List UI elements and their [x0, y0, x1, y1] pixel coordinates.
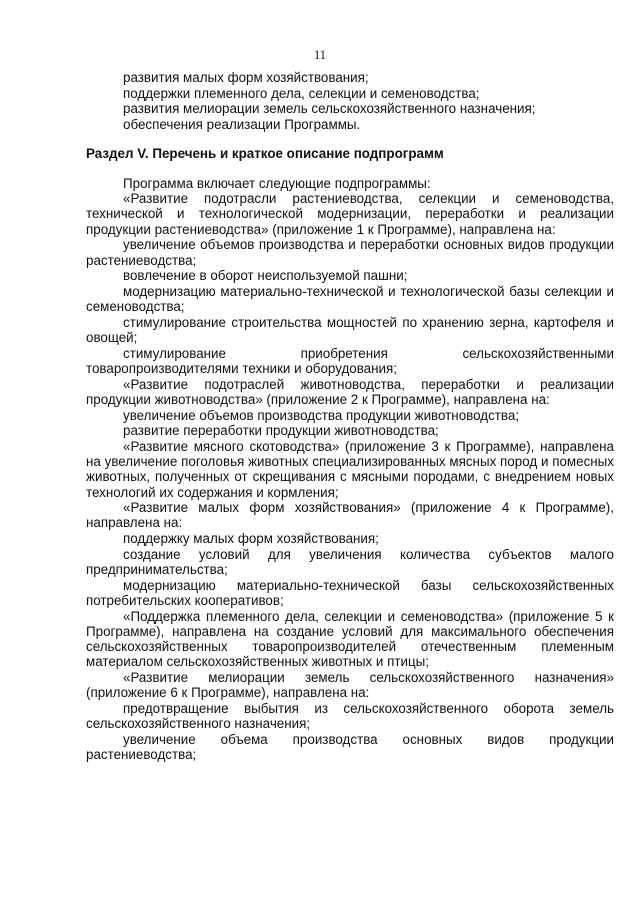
paragraph: развития малых форм хозяйствования; — [123, 70, 369, 85]
paragraph: «Развитие мелиорации земель сельскохозяйственного назначения» (приложение 6 к Программе), направлена на: — [86, 670, 614, 701]
paragraph: создание условий для увеличения количества субъектов малого предпринимательства; — [86, 546, 614, 578]
paragraph: Программа включает следующие подпрограммы: — [123, 175, 431, 191]
paragraph: «Развитие малых форм хозяйствования» (приложение 4 к Программе), направлена на: — [86, 500, 614, 531]
paragraph: увеличение объема производства основных видов продукции растениеводства; — [86, 731, 614, 763]
paragraph: развитие переработки продукции животноводства; — [123, 423, 439, 439]
document-body — [86, 70, 614, 763]
paragraph: модернизацию материально-технической и технологической базы селекции и семеноводства; — [86, 283, 614, 315]
paragraph: увеличение объемов производства и переработки основных видов продукции растениеводства; — [86, 237, 614, 268]
paragraph: модернизацию материально-технической базы сельскохозяйственных потребительских кооперативов; — [86, 577, 614, 608]
paragraph: вовлечение в оборот неиспользуемой пашни; — [123, 268, 408, 284]
paragraph: предотвращение выбытия из сельскохозяйственного оборота земель сельскохозяйственного назначения; — [86, 700, 614, 732]
paragraph: «Развитие мясного скотоводства» (приложение 3 к Программе), направлена на увеличение поголовья животных специализированных мясных пород и помесных животных, полученных от скрещивания с мясными породами, с внедрением новых технологий их содержания и кормления; — [86, 438, 614, 500]
paragraph: стимулирование строительства мощностей по хранению зерна, картофеля и овощей; — [86, 314, 614, 346]
paragraph: обеспечения реализации Программы. — [123, 117, 361, 133]
page-number: 11 — [313, 48, 327, 62]
paragraph: увеличение объемов производства продукции животноводства; — [123, 407, 520, 423]
paragraph: стимулирование приобретения сельскохозяйственными товаропроизводителями техники и оборудования; — [86, 345, 614, 376]
paragraph: поддержки племенного дела, селекции и семеноводства; — [123, 85, 480, 101]
paragraph: «Развитие подотраслей животноводства, переработки и реализации продукции животноводства» (приложение 2 к Программе), направлена на: — [86, 376, 614, 407]
paragraph: «Поддержка племенного дела, селекции и семеноводства» (приложение 5 к Программе), направлена на создание условий для максимального обеспечения сельскохозяйственных товаропроизводителей отечественным племенным материалом сельскохозяйственных животных и птицы; — [86, 608, 614, 670]
section-title: Раздел V. Перечень и краткое описание подпрограмм — [86, 146, 444, 162]
paragraph: развития мелиорации земель сельскохозяйственного назначения; — [123, 101, 536, 117]
paragraph: «Развитие подотрасли растениеводства, селекции и семеноводства, технической и технологической модернизации, переработки и реализации продукции растениеводства» (приложение 1 к Программе), направлена на: — [86, 191, 614, 237]
paragraph: поддержку малых форм хозяйствования; — [123, 531, 379, 547]
